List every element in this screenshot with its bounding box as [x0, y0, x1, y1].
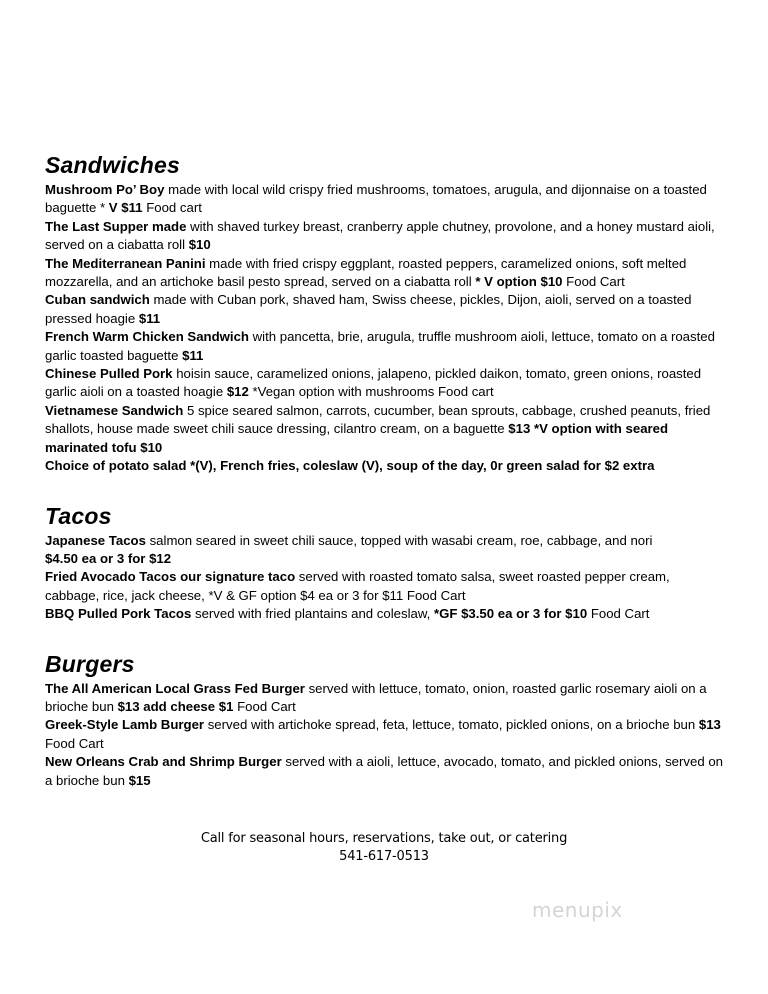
item-highlight: $11: [182, 347, 204, 363]
section-title: Tacos: [45, 502, 112, 529]
menu-item: [45, 291, 727, 328]
item-description: served with artichoke spread, feta, lettuce, tomato, pickled onions, on a brioche bun: [204, 717, 699, 733]
menu-item: [45, 605, 727, 623]
item-highlight: Fried Avocado Tacos our signature taco: [45, 569, 296, 585]
menu-item: [45, 181, 727, 218]
section-sandwiches: [45, 151, 727, 476]
item-description: served with a aioli, lettuce, avocado, tomato, and pickled onions, served on a brioche bun: [45, 754, 724, 788]
menu-item: [45, 568, 727, 605]
item-description: served with fried plantains and coleslaw,: [191, 606, 434, 622]
item-highlight: $12: [226, 384, 249, 400]
item-list: [45, 680, 727, 790]
item-highlight: $13: [698, 717, 721, 733]
item-highlight: $11: [138, 310, 161, 326]
item-description: Food Cart: [45, 735, 104, 751]
menu-item: [45, 680, 727, 717]
item-highlight: Japanese Tacos: [45, 532, 146, 548]
item-description: Food Cart: [587, 606, 650, 622]
item-description: Food Cart: [233, 698, 296, 714]
item-highlight: Choice of potato salad *(V), French fries, coleslaw (V), soup of the day, 0r green salad for $2 extra: [45, 458, 655, 474]
item-highlight: The All American Local Grass Fed Burger: [45, 680, 305, 696]
menu-item: [45, 716, 727, 753]
menu-item: [45, 402, 727, 457]
item-highlight: *GF $3.50 ea or 3 for $10: [433, 606, 588, 622]
item-highlight: Greek-Style Lamb Burger: [45, 717, 205, 733]
item-description: made with fried crispy eggplant, roasted peppers, caramelized onions, soft melted mozzarella, and an artichoke basil pesto spread, served on a ciabatta roll: [45, 255, 687, 290]
menu-item: [45, 328, 727, 365]
item-highlight: Cuban sandwich: [45, 292, 150, 308]
phone-number: 541-617-0513: [339, 849, 429, 864]
menu-item: [45, 365, 727, 402]
item-description: Food cart: [142, 200, 202, 216]
item-highlight: New Orleans Crab and Shrimp Burger: [45, 754, 282, 770]
item-highlight: The Last Supper made: [45, 218, 187, 234]
item-highlight: $10: [188, 237, 211, 253]
item-list: [45, 532, 727, 624]
item-highlight: Vietnamese Sandwich: [45, 402, 184, 418]
item-list: [45, 181, 727, 476]
item-highlight: BBQ Pulled Pork Tacos: [45, 606, 192, 622]
item-highlight: Chinese Pulled Pork: [45, 366, 173, 382]
section-title: Sandwiches: [45, 152, 180, 178]
watermark-logo: menupix: [532, 898, 623, 922]
menu-item: [45, 753, 727, 790]
item-description: with pancetta, brie, arugula, truffle mushroom aioli, lettuce, tomato on a roasted garlic toasted baguette: [45, 329, 715, 363]
item-highlight: $15: [128, 772, 151, 788]
item-description: salmon seared in sweet chili sauce, topped with wasabi cream, roe, cabbage, and nori: [145, 532, 653, 548]
item-description: made with Cuban pork, shaved ham, Swiss cheese, pickles, Dijon, aioli, served on a toasted pressed hoagie: [45, 292, 692, 326]
item-description: with shaved turkey breast, cranberry apple chutney, provolone, and a honey mustard aioli, served on a ciabatta roll: [45, 218, 715, 253]
item-highlight: The Mediterranean Panini: [45, 255, 206, 271]
menu-item: [45, 457, 727, 475]
item-highlight: $13 add cheese $1: [117, 698, 234, 714]
footer-info-text: Call for seasonal hours, reservations, take out, or catering: [200, 831, 568, 846]
section-burgers: [45, 650, 727, 790]
item-highlight: * V option $10: [475, 274, 563, 290]
item-highlight: $4.50 ea or 3 for $12: [45, 550, 172, 566]
item-description: made with local wild crispy fried mushrooms, tomatoes, arugula, and dijonnaise on a toasted baguette *: [45, 182, 707, 216]
menu-item: [45, 255, 727, 292]
section-title: Burgers: [45, 650, 135, 677]
item-description: served with lettuce, tomato, onion, roasted garlic rosemary aioli on a brioche bun: [45, 680, 707, 714]
item-description: served with roasted tomato salsa, sweet roasted pepper cream, cabbage, rice, jack cheese, *V & GF option $4 ea or 3 for $11 Food Cart: [45, 569, 670, 603]
item-highlight: V $11: [108, 200, 143, 216]
item-description: *Vegan option with mushrooms Food cart: [248, 384, 494, 400]
item-description: Food Cart: [562, 274, 625, 290]
item-description: 5 spice seared salmon, carrots, cucumber, bean sprouts, cabbage, crushed peanuts, fried shallots, house made sweet chili sauce dressing, cilantro cream, on a baguette: [45, 402, 711, 437]
item-highlight: French Warm Chicken Sandwich: [45, 329, 249, 345]
item-description: hoisin sauce, caramelized onions, jalapeno, pickled daikon, tomato, green onions, roasted garlic aioli on a toasted hoagie: [45, 366, 702, 400]
menu-item: [45, 218, 727, 255]
item-highlight: Mushroom Po’ Boy: [45, 182, 165, 197]
menu-item: [45, 532, 727, 569]
menu-content: [45, 151, 727, 790]
section-tacos: [45, 502, 727, 624]
item-highlight: $13 *V option with seared marinated tofu $10: [45, 421, 669, 455]
contact-footer: [0, 830, 768, 866]
